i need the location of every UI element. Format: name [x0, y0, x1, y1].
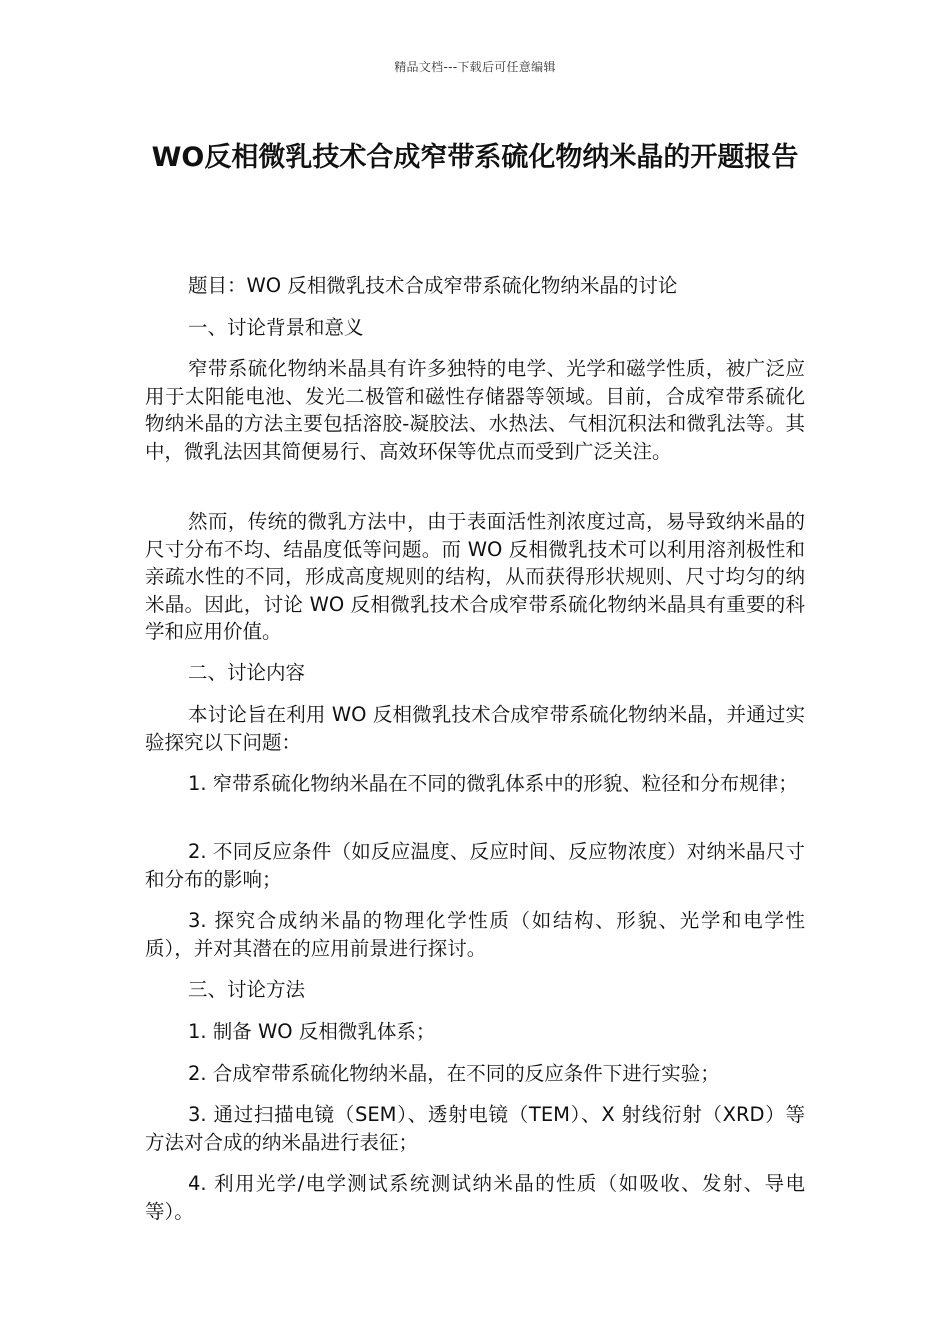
list-item: 1. 制备 WO 反相微乳体系；: [188, 1020, 436, 1043]
list-item: 3. 通过扫描电镜（SEM）、透射电镜（TEM）、X 射线衍射（XRD）等方法对合成的纳米晶进行表征；: [145, 1103, 805, 1154]
list-item: 2. 不同反应条件（如反应温度、反应时间、反应物浓度）对纳米晶尺寸和分布的影响；: [145, 840, 805, 891]
list-item: 4. 利用光学/电学测试系统测试纳米晶的性质（如吸收、发射、导电等）。: [145, 1172, 805, 1223]
paragraph-content-intro: 本讨论旨在利用 WO 反相微乳技术合成窄带系硫化物纳米晶，并通过实验探究以下问题：: [145, 703, 805, 754]
topic-line: 题目：WO 反相微乳技术合成窄带系硫化物纳米晶的讨论: [188, 274, 678, 297]
paragraph-background: 窄带系硫化物纳米晶具有许多独特的电学、光学和磁学性质，被广泛应用于太阳能电池、发光二极管和磁性存储器等领域。目前，合成窄带系硫化物纳米晶的方法主要包括溶胶-凝胶法、水热法、气相沉积法和微乳法等。其中，微乳法因其简便易行、高效环保等优点而受到广泛关注。: [145, 357, 805, 463]
section-heading-background: 一、讨论背景和意义: [188, 316, 364, 339]
section-heading-methods: 三、讨论方法: [188, 978, 306, 1001]
document-title: WO反相微乳技术合成窄带系硫化物纳米晶的开题报告: [151, 142, 799, 173]
header-note: 精品文档---下载后可任意编辑: [394, 60, 556, 74]
list-item: 1. 窄带系硫化物纳米晶在不同的微乳体系中的形貌、粒径和分布规律；: [188, 772, 798, 795]
paragraph-problem: 然而，传统的微乳方法中，由于表面活性剂浓度过高，易导致纳米晶的尺寸分布不均、结晶度低等问题。而 WO 反相微乳技术可以利用溶剂极性和亲疏水性的不同，形成高度规则的结构，从而获得形状规则、尺寸均匀的纳米晶。因此，讨论 WO 反相微乳技术合成窄带系硫化物纳米晶具有重要的科学和应用价值。: [145, 510, 805, 643]
list-item: 3. 探究合成纳米晶的物理化学性质（如结构、形貌、光学和电学性质），并对其潜在的应用前景进行探讨。: [145, 909, 805, 960]
list-item: 2. 合成窄带系硫化物纳米晶，在不同的反应条件下进行实验；: [188, 1062, 720, 1085]
section-heading-content: 二、讨论内容: [188, 661, 306, 684]
